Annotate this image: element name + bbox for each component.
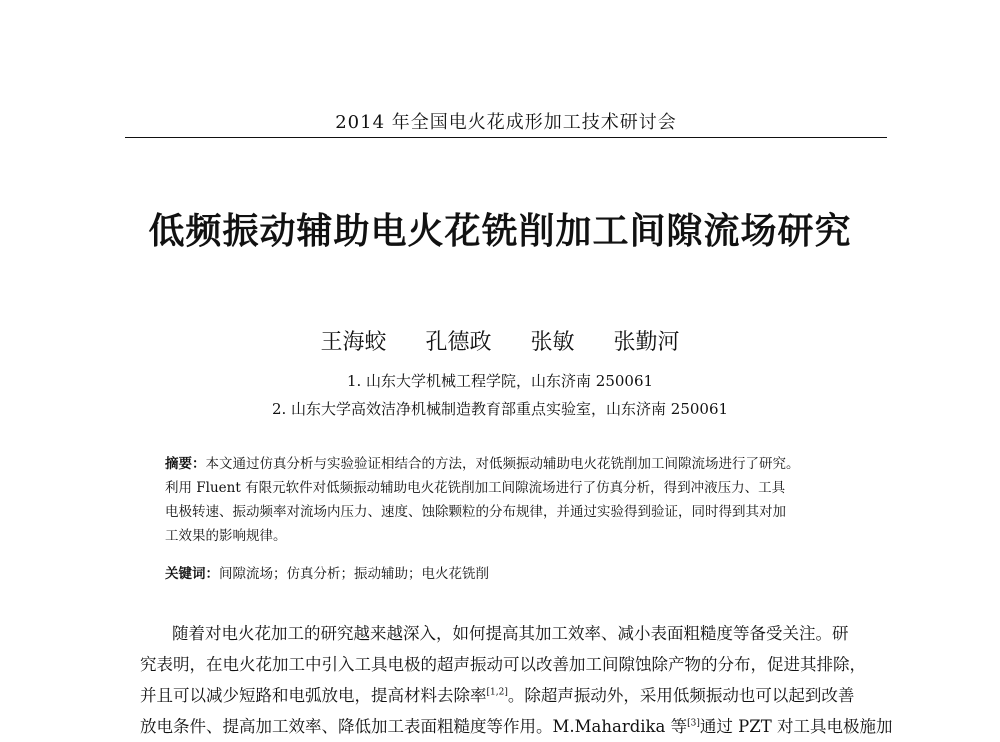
abstract-line: 电极转速、振动频率对流场内压力、速度、蚀除颗粒的分布规律，并通过实验得到验证，同时得到其对加: [165, 504, 786, 520]
affiliation-1: 1. 山东大学机械工程学院，山东济南 250061: [346, 372, 654, 390]
abstract: [165, 452, 865, 548]
author-list: [0, 325, 1000, 356]
abstract-line: 摘要：本文通过仿真分析与实验验证相结合的方法，对低频振动辅助电火花铣削加工间隙流场进行了研究。: [165, 456, 800, 472]
body-line: 放电条件、提高加工效率、降低加工表面粗糙度等作用。M.Mahardika 等[3]通过 PZT 对工具电极施加: [140, 717, 893, 736]
paper-title: 低频振动辅助电火花铣削加工间隙流场研究: [148, 211, 852, 252]
keywords-text: 间隙流场；仿真分析；振动辅助；电火花铣削: [219, 566, 489, 582]
body-text: [140, 618, 900, 742]
abstract-label: 摘要：: [165, 456, 206, 472]
conference-header: 2014 年全国电火花成形加工技术研讨会: [335, 112, 677, 133]
abstract-line: 工效果的影响规律。: [165, 528, 287, 544]
affiliation-2: 2. 山东大学高效洁净机械制造教育部重点实验室，山东济南 250061: [271, 400, 729, 418]
abstract-line: 利用 Fluent 有限元软件对低频振动辅助电火花铣削加工间隙流场进行了仿真分析，得到冲液压力、工具: [165, 480, 786, 496]
body-line: 究表明，在电火花加工中引入工具电极的超声振动可以改善加工间隙蚀除产物的分布，促进其排除，: [140, 655, 866, 674]
author: 孔德政: [425, 330, 492, 355]
keywords: [165, 562, 865, 582]
keywords-label: 关键词：: [165, 566, 219, 582]
header-rule: [125, 137, 887, 138]
citation: [3]: [687, 718, 700, 729]
author: 王海蛟: [320, 330, 387, 355]
body-line: 随着对电火花加工的研究越来越深入，如何提高其加工效率、减小表面粗糙度等备受关注。研: [172, 624, 849, 643]
author: 张勤河: [613, 330, 680, 355]
author: 张敏: [530, 330, 575, 355]
body-line: 并且可以减少短路和电弧放电，提高材料去除率[1,2]。除超声振动外，采用低频振动也可以起到改善: [140, 686, 855, 705]
citation: [1,2]: [486, 687, 508, 698]
